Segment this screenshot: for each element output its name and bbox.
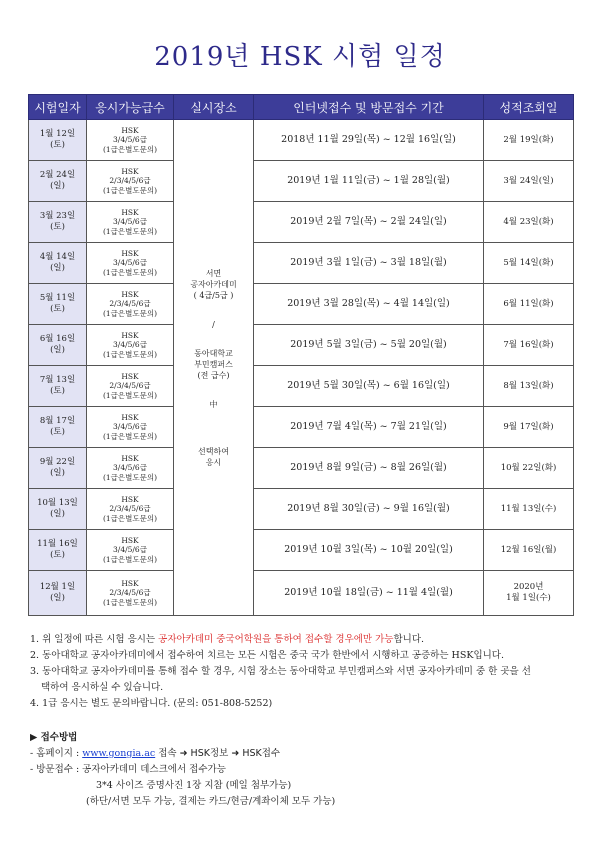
levels-cell: HSK 3/4/5/6급 (1급은별도문의): [87, 530, 174, 571]
table-row: [29, 202, 574, 243]
method-visit: - 방문접수 : 공자아카데미 데스크에서 접수가능: [30, 764, 226, 775]
levels-cell: HSK 3/4/5/6급 (1급은별도문의): [87, 120, 174, 161]
levels-cell: HSK 2/3/4/5/6급 (1급은별도문의): [87, 161, 174, 202]
registration-period-cell: 2019년 10월 18일(금) ~ 11월 4일(월): [254, 571, 484, 616]
exam-date-cell: 8월 17일 (토): [29, 407, 87, 448]
registration-method: [30, 730, 580, 810]
result-date-cell: 9월 17일(화): [484, 407, 574, 448]
levels-cell: HSK 2/3/4/5/6급 (1급은별도문의): [87, 489, 174, 530]
note-1-highlight: 공자아카데미 중국어학원을 통하여 접수할 경우에만 가능: [158, 634, 394, 645]
table-row: [29, 120, 574, 161]
note-2: 2. 동아대학교 공자아카데미에서 접수하여 치르는 모든 시험은 중국 국가 한반에서 시행하고 공증하는 HSK입니다.: [30, 650, 505, 661]
venue-line: /: [212, 319, 215, 329]
note-3: 3. 동아대학교 공자아카데미를 통해 접수 할 경우, 시험 장소는 동아대학교 부민캠퍼스와 서면 공자아카데미 중 한 곳을 선: [30, 666, 531, 677]
registration-period-cell: 2019년 10월 3일(목) ~ 10월 20일(일): [254, 530, 484, 571]
table-row: [29, 325, 574, 366]
exam-date-cell: 9월 22일 (일): [29, 448, 87, 489]
exam-date-cell: 7월 13일 (토): [29, 366, 87, 407]
result-date-cell: 3월 24일(일): [484, 161, 574, 202]
exam-date-cell: 12월 1일 (일): [29, 571, 87, 616]
result-date-cell: 10월 22일(화): [484, 448, 574, 489]
registration-period-cell: 2019년 8월 9일(금) ~ 8월 26일(월): [254, 448, 484, 489]
registration-period-cell: 2019년 2월 7일(목) ~ 2월 24일(일): [254, 202, 484, 243]
header-registration-period: 인터넷접수 및 방문접수 기간: [254, 95, 484, 120]
levels-cell: HSK 3/4/5/6급 (1급은별도문의): [87, 407, 174, 448]
note-1: 1. 위 일정에 따른 시험 응시는 공자아카데미 중국어학원을 통하여 접수할 경우에만 가능합니다.: [30, 634, 425, 645]
result-date-cell: 2월 19일(화): [484, 120, 574, 161]
table-row: [29, 366, 574, 407]
homepage-link[interactable]: www.gongia.ac: [82, 748, 156, 759]
venue-line: 공자아카데미: [190, 279, 237, 289]
result-date-cell: 7월 16일(화): [484, 325, 574, 366]
notes-section: [30, 632, 580, 712]
method-payment: (하단/서면 모두 가능, 결제는 카드/현금/계좌이체 모두 가능): [86, 796, 336, 807]
page-title: 2019년 HSK 시험 일정: [154, 42, 446, 72]
exam-date-cell: 5월 11일 (토): [29, 284, 87, 325]
registration-period-cell: 2019년 5월 30일(목) ~ 6월 16일(일): [254, 366, 484, 407]
table-row: [29, 489, 574, 530]
levels-cell: HSK 3/4/5/6급 (1급은별도문의): [87, 448, 174, 489]
result-date-cell: 12월 16일(월): [484, 530, 574, 571]
venue-line: 응시: [205, 457, 222, 467]
levels-cell: HSK 2/3/4/5/6급 (1급은별도문의): [87, 284, 174, 325]
table-row: [29, 571, 574, 616]
registration-period-cell: 2019년 3월 1일(금) ~ 3월 18일(월): [254, 243, 484, 284]
table-row: [29, 448, 574, 489]
registration-period-cell: 2019년 3월 28일(목) ~ 4월 14일(일): [254, 284, 484, 325]
table-row: [29, 407, 574, 448]
result-date-cell: 4월 23일(화): [484, 202, 574, 243]
header-levels: 응시가능급수: [87, 95, 174, 120]
venue-line: 선택하여: [198, 446, 229, 456]
levels-cell: HSK 3/4/5/6급 (1급은별도문의): [87, 202, 174, 243]
result-date-cell: 2020년 1월 1일(수): [484, 571, 574, 616]
exam-date-cell: 6월 16일 (일): [29, 325, 87, 366]
method-photo: 3*4 사이즈 증명사진 1장 지참 (메일 첨부가능): [96, 780, 292, 791]
levels-cell: HSK 3/4/5/6급 (1급은별도문의): [87, 325, 174, 366]
venue-line: (전 급수): [197, 370, 230, 380]
table-row: [29, 284, 574, 325]
registration-period-cell: 2019년 5월 3일(금) ~ 5월 20일(월): [254, 325, 484, 366]
registration-period-cell: 2019년 8월 30일(금) ~ 9월 16일(월): [254, 489, 484, 530]
header-result-date: 성적조회일: [484, 95, 574, 120]
venue-line: 동아대학교: [194, 348, 233, 358]
venue-line: 부민캠퍼스: [194, 359, 233, 369]
table-header-row: [29, 95, 574, 120]
header-exam-date: 시험일자: [29, 95, 87, 120]
header-venue: 실시장소: [174, 95, 254, 120]
result-date-cell: 8월 13일(화): [484, 366, 574, 407]
exam-date-cell: 4월 14일 (일): [29, 243, 87, 284]
result-date-cell: 5월 14일(화): [484, 243, 574, 284]
table-row: [29, 530, 574, 571]
result-date-cell: 6월 11일(화): [484, 284, 574, 325]
result-date-cell: 11월 13일(수): [484, 489, 574, 530]
levels-cell: HSK 2/3/4/5/6급 (1급은별도문의): [87, 571, 174, 616]
venue-line: 中: [209, 399, 218, 409]
venue-line: 서면: [205, 268, 222, 278]
levels-cell: HSK 3/4/5/6급 (1급은별도문의): [87, 243, 174, 284]
venue-cell: [174, 120, 254, 616]
method-web: - 홈페이지 : www.gongia.ac 접속 ➜ HSK정보 ➜ HSK접수: [30, 748, 281, 759]
exam-date-cell: 11월 16일 (토): [29, 530, 87, 571]
exam-date-cell: 3월 23일 (토): [29, 202, 87, 243]
levels-cell: HSK 2/3/4/5/6급 (1급은별도문의): [87, 366, 174, 407]
registration-period-cell: 2019년 7월 4일(목) ~ 7월 21일(일): [254, 407, 484, 448]
table-row: [29, 161, 574, 202]
note-4: 4. 1급 응시는 별도 문의바랍니다. (문의: 051-808-5252): [30, 698, 273, 709]
exam-date-cell: 10월 13일 (일): [29, 489, 87, 530]
note-3-cont: 택하여 응시하실 수 있습니다.: [41, 682, 164, 693]
schedule-table: [28, 94, 574, 616]
table-row: [29, 243, 574, 284]
exam-date-cell: 1월 12일 (토): [29, 120, 87, 161]
venue-line: ( 4급/5급 ): [193, 290, 234, 300]
registration-period-cell: 2018년 11월 29일(목) ~ 12월 16일(일): [254, 120, 484, 161]
exam-date-cell: 2월 24일 (일): [29, 161, 87, 202]
registration-period-cell: 2019년 1월 11일(금) ~ 1월 28일(월): [254, 161, 484, 202]
method-heading: ▶ 접수방법: [30, 732, 78, 743]
